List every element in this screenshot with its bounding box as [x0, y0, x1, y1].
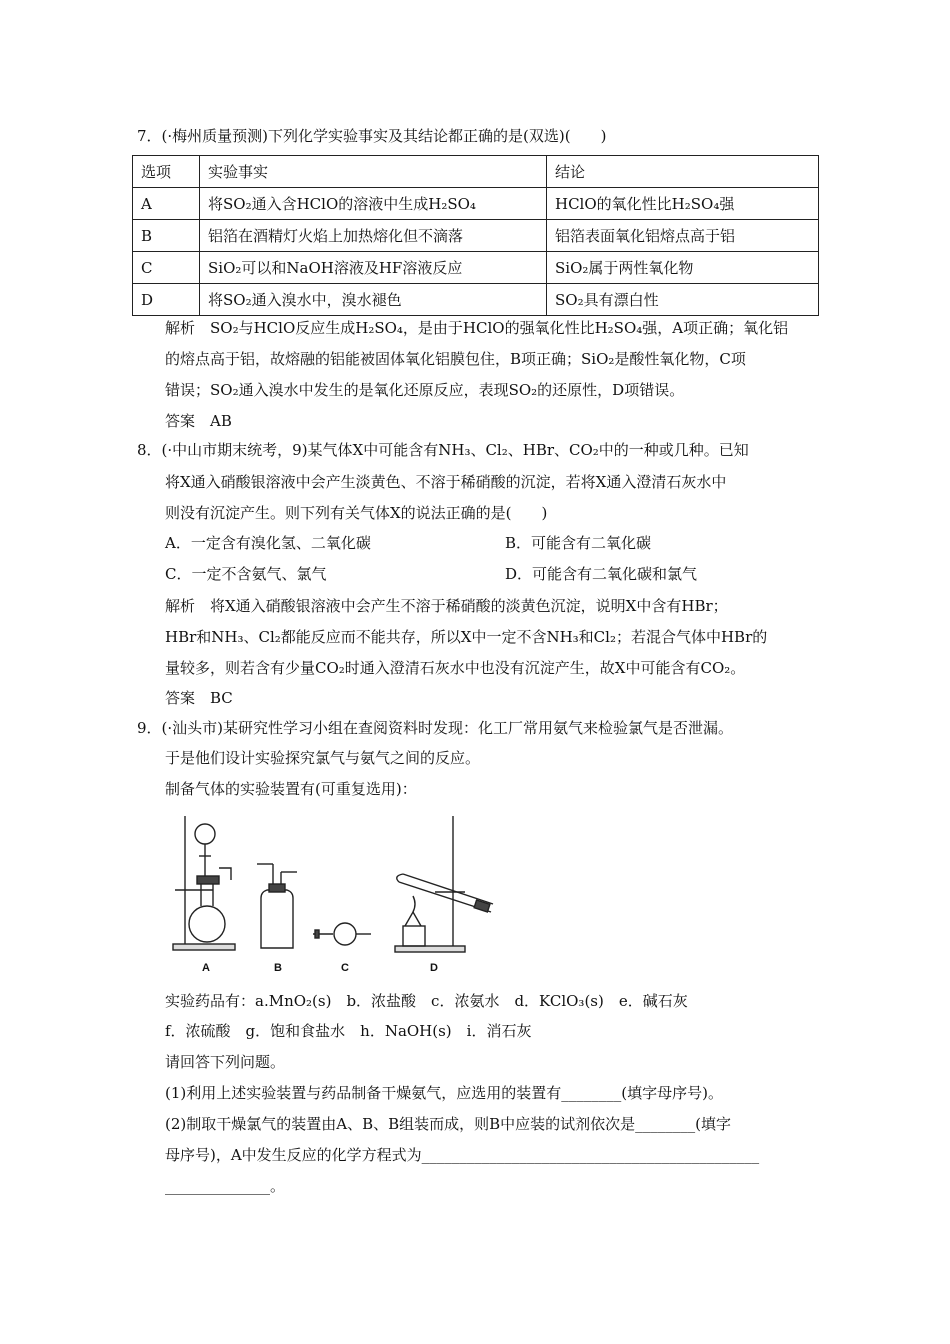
q8-stem-line: 8．(·中山市期末统考，9)某气体X中可能含有NH₃、Cl₂、HBr、CO₂中的一种或几种。已知: [137, 441, 749, 459]
table-cell-fact: 铝箔在酒精灯火焰上加热熔化但不滴落: [200, 220, 547, 252]
q8-option-a: A．一定含有溴化氢、二氧化碳: [165, 534, 371, 552]
q9-prompt: 请回答下列问题。: [165, 1053, 286, 1071]
table-cell-option: A: [133, 188, 200, 220]
q7-analysis-line: 解析 SO₂与HClO反应生成H₂SO₄，是由于HClO的强氧化性比H₂SO₄强，A项正确；氧化铝: [165, 319, 789, 337]
figure-label-c: C: [341, 962, 349, 974]
q9-reagents-line: f．浓硫酸 g．饱和食盐水 h．NaOH(s) i．消石灰: [165, 1022, 532, 1040]
figure-label-a: A: [202, 962, 210, 974]
q9-stem-line: 于是他们设计实验探究氯气与氨气之间的反应。: [165, 749, 481, 767]
q7-analysis-line: 的熔点高于铝，故熔融的铝能被固体氧化铝膜包住，B项正确；SiO₂是酸性氧化物，C项: [165, 350, 746, 368]
q7-analysis-line: 错误；SO₂通入溴水中发生的是氧化还原反应，表现SO₂的还原性，D项错误。: [165, 381, 685, 399]
q9-stem-line: 9．(·汕头市)某研究性学习小组在查阅资料时发现：化工厂常用氨气来检验氯气是否泄漏。: [137, 719, 734, 737]
apparatus-b-icon: [257, 864, 297, 948]
q7-answer: 答案 AB: [165, 412, 232, 430]
q8-option-c: C．一定不含氨气、氯气: [165, 565, 327, 583]
q9-question-2-cont: 母序号)，A中发生反应的化学方程式为_____________________________________________: [165, 1146, 760, 1164]
table-cell-conclusion: 铝箔表面氧化铝熔点高于铝: [547, 220, 819, 252]
table-row: [133, 252, 819, 284]
table-row: [133, 188, 819, 220]
q8-stem-line: 则没有沉淀产生。则下列有关气体X的说法正确的是( ): [165, 504, 548, 522]
apparatus-d-icon: [395, 816, 493, 952]
q9-question-2-blank: ______________。: [165, 1177, 286, 1195]
table-row: [133, 220, 819, 252]
q8-analysis-line: 量较多，则若含有少量CO₂时通入澄清石灰水中也没有沉淀产生，故X中可能含有CO₂。: [165, 659, 746, 677]
figure-label-b: B: [274, 962, 282, 974]
table-cell-conclusion: SiO₂属于两性氧化物: [547, 252, 819, 284]
table-cell-fact: SiO₂可以和NaOH溶液及HF溶液反应: [200, 252, 547, 284]
table-header-fact: 实验事实: [200, 156, 547, 188]
q8-analysis-line: 解析 将X通入硝酸银溶液中会产生不溶于稀硝酸的淡黄色沉淀，说明X中含有HBr；: [165, 597, 728, 615]
q9-question-2: (2)制取干燥氯气的装置由A、B、B组装而成，则B中应装的试剂依次是________(填字: [165, 1115, 732, 1133]
table-header-option: 选项: [133, 156, 200, 188]
table-cell-option: D: [133, 284, 200, 316]
q8-analysis-line: HBr和NH₃、Cl₂都能反应而不能共存，所以X中一定不含NH₃和Cl₂；若混合气体中HBr的: [165, 628, 768, 646]
q9-question-1: (1)利用上述实验装置与药品制备干燥氨气，应选用的装置有________(填字母序号)。: [165, 1084, 723, 1102]
q9-reagents-line: 实验药品有：a.MnO₂(s) b．浓盐酸 c．浓氨水 d．KClO₃(s) e．碱石灰: [165, 992, 688, 1010]
table-cell-option: C: [133, 252, 200, 284]
q7-table: [132, 155, 819, 316]
q8-stem-line: 将X通入硝酸银溶液中会产生淡黄色、不溶于稀硝酸的沉淀，若将X通入澄清石灰水中: [165, 473, 727, 491]
table-cell-conclusion: SO₂具有漂白性: [547, 284, 819, 316]
q9-stem-line: 制备气体的实验装置有(可重复选用)：: [165, 780, 417, 798]
table-cell-fact: 将SO₂通入溴水中，溴水褪色: [200, 284, 547, 316]
apparatus-a-icon: [173, 816, 235, 950]
q8-option-b: B．可能含有二氧化碳: [505, 534, 652, 552]
table-cell-conclusion: HClO的氧化性比H₂SO₄强: [547, 188, 819, 220]
figure-label-d: D: [430, 962, 438, 974]
table-row: [133, 284, 819, 316]
apparatus-c-icon: [313, 923, 371, 945]
table-header-row: [133, 156, 819, 188]
q8-answer: 答案 BC: [165, 689, 233, 707]
table-header-conclusion: 结论: [547, 156, 819, 188]
q7-stem: 7．(·梅州质量预测)下列化学实验事实及其结论都正确的是(双选)( ): [137, 127, 607, 145]
q8-option-d: D．可能含有二氧化碳和氯气: [505, 565, 698, 583]
table-cell-fact: 将SO₂通入含HClO的溶液中生成H₂SO₄: [200, 188, 547, 220]
apparatus-figure: [165, 812, 510, 980]
table-cell-option: B: [133, 220, 200, 252]
